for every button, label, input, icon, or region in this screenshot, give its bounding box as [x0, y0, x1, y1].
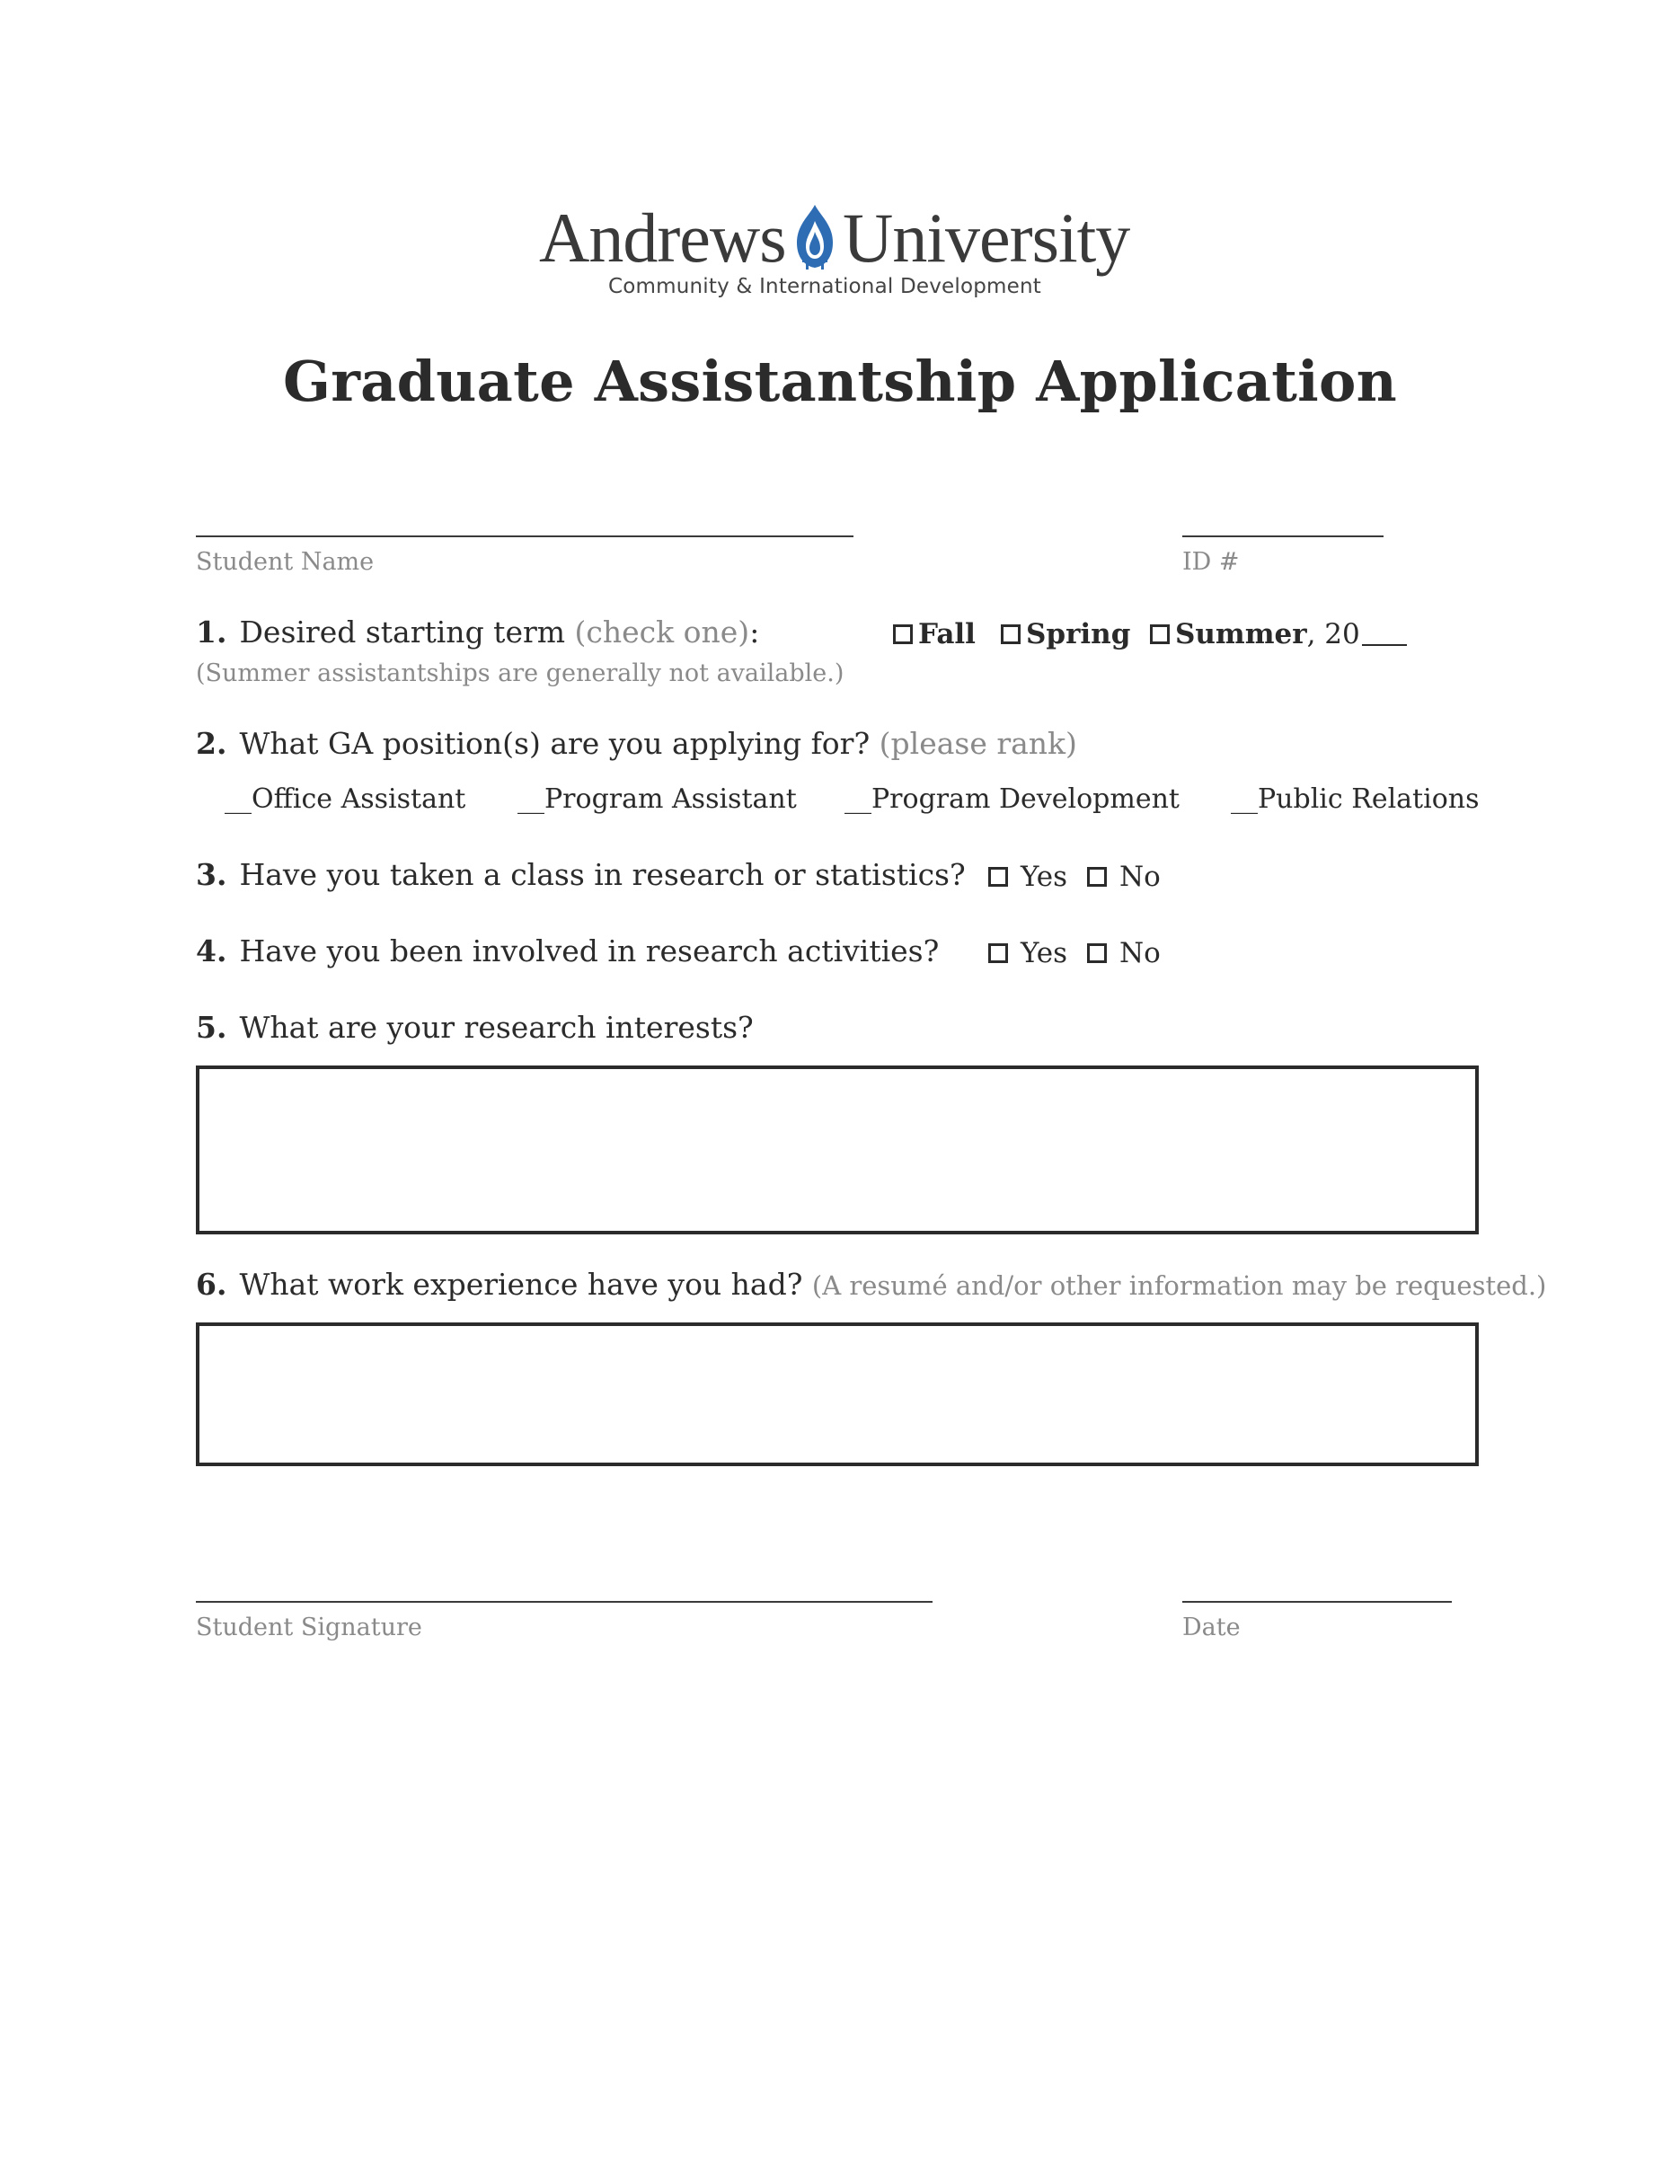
question-number: 6. [196, 1267, 227, 1302]
question-number: 1. [196, 615, 227, 650]
option-label: No [1119, 861, 1161, 893]
checkbox-no[interactable] [1087, 867, 1107, 887]
term-label-spring: Spring [1026, 618, 1131, 650]
checkbox-yes[interactable] [988, 943, 1008, 963]
signature-label: Student Signature [196, 1614, 422, 1641]
question-6 [196, 1267, 1546, 1302]
position-office-assistant[interactable]: __Office Assistant [225, 783, 466, 815]
student-name-line[interactable] [196, 535, 853, 537]
id-line[interactable] [1182, 535, 1384, 537]
question-number: 4. [196, 933, 227, 968]
student-name-label: Student Name [196, 548, 375, 576]
summer-year-blank[interactable] [1362, 623, 1407, 646]
term-option-fall[interactable] [893, 618, 976, 650]
q4-option-no[interactable] [1087, 937, 1161, 969]
question-3 [196, 857, 966, 892]
logo-subtitle: Community & International Development [608, 275, 1042, 298]
question-text: Have you been involved in research activities? [239, 933, 940, 968]
work-experience-textbox[interactable] [196, 1322, 1479, 1466]
term-option-spring[interactable] [1001, 618, 1130, 650]
question-1-note: (Summer assistantships are generally not available.) [196, 659, 844, 687]
flame-icon [793, 203, 836, 271]
date-label: Date [1182, 1614, 1241, 1641]
q4-option-yes[interactable] [988, 937, 1067, 969]
university-logo [539, 196, 1150, 304]
question-colon: : [749, 615, 760, 650]
question-hint: (A resumé and/or other information may be requested.) [811, 1270, 1547, 1301]
checkbox-spring[interactable] [1001, 624, 1021, 644]
term-label-fall: Fall [918, 618, 976, 650]
term-option-summer[interactable] [1150, 618, 1407, 650]
signature-line[interactable] [196, 1601, 933, 1603]
term-label-summer: Summer [1175, 618, 1307, 650]
checkbox-fall[interactable] [893, 624, 913, 644]
logo-word-andrews: Andrews [539, 199, 786, 277]
question-1 [196, 615, 759, 650]
question-text: What work experience have you had? [239, 1267, 803, 1302]
question-number: 3. [196, 857, 227, 892]
date-line[interactable] [1182, 1601, 1452, 1603]
question-text: Desired starting term [239, 615, 566, 650]
q3-option-no[interactable] [1087, 861, 1161, 893]
id-label: ID # [1182, 548, 1240, 576]
position-public-relations[interactable]: __Public Relations [1231, 783, 1480, 815]
question-text: What are your research interests? [239, 1010, 754, 1045]
research-interests-textbox[interactable] [196, 1065, 1479, 1234]
question-4 [196, 933, 939, 968]
checkbox-yes[interactable] [988, 867, 1008, 887]
option-label: Yes [1021, 861, 1068, 893]
checkbox-no[interactable] [1087, 943, 1107, 963]
position-program-development[interactable]: __Program Development [844, 783, 1180, 815]
page-title: Graduate Assistantship Application [282, 349, 1398, 414]
question-number: 2. [196, 726, 227, 761]
option-label: Yes [1021, 937, 1068, 969]
q3-option-yes[interactable] [988, 861, 1067, 893]
option-label: No [1119, 937, 1161, 969]
question-number: 5. [196, 1010, 227, 1045]
question-2 [196, 726, 1077, 761]
question-5 [196, 1010, 754, 1045]
position-program-assistant[interactable]: __Program Assistant [517, 783, 797, 815]
logo-word-university: University [843, 199, 1130, 277]
question-text: Have you taken a class in research or statistics? [239, 857, 966, 892]
checkbox-summer[interactable] [1150, 624, 1170, 644]
question-hint: (please rank) [879, 726, 1077, 761]
summer-year-prefix: , 20 [1306, 618, 1360, 650]
question-hint: (check one) [574, 615, 750, 650]
question-text: What GA position(s) are you applying for? [239, 726, 871, 761]
